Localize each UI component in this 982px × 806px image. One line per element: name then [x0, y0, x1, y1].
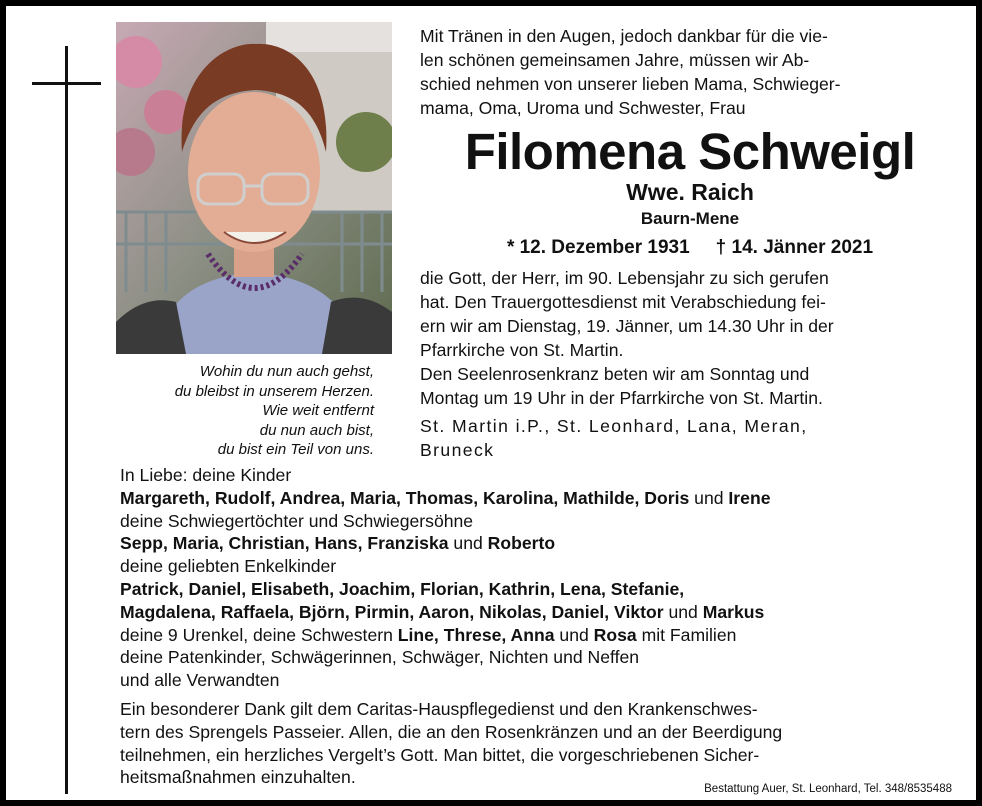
deceased-name: Filomena Schweigl — [464, 123, 916, 180]
intro-line: Mit Tränen in den Augen, jedoch dankbar für die vie- — [420, 26, 828, 46]
thanks-line: heitsmaßnahmen einzuhalten. — [120, 767, 356, 788]
inlaws-intro: deine Schwiegertöchter und Schwiegersöhne — [120, 510, 474, 531]
grandchildren-line — [120, 578, 970, 601]
grandchildren-intro: deine geliebten Enkelkinder — [120, 556, 337, 577]
children-intro: In Liebe: deine Kinder — [120, 465, 292, 485]
thanks-line: tern des Sprengels Passeier. Allen, die an den Rosenkränzen und an der Beerdigung — [120, 721, 783, 742]
verse-line: Wohin du nun auch gehst, — [199, 363, 374, 380]
cross-icon-bar — [32, 82, 101, 85]
places — [420, 414, 960, 462]
verse-line: Wie weit entfernt — [262, 402, 374, 419]
siblings-names-bold: Line, Threse, Anna — [397, 624, 555, 645]
siblings-line — [120, 624, 970, 647]
grandchildren-line — [120, 601, 970, 624]
cross-icon — [65, 46, 68, 794]
verse-line: du bist ein Teil von uns. — [217, 441, 374, 458]
body-line: die Gott, der Herr, im 90. Lebensjahr zu sich gerufen — [420, 268, 829, 288]
grandchildren-last: Markus — [702, 601, 765, 622]
body-line: Montag um 19 Uhr in der Pfarrkirche von St. Martin. — [420, 388, 823, 408]
children-names-bold: Margareth, Rudolf, Andrea, Maria, Thomas, Karolina, Mathilde, Doris — [120, 487, 690, 508]
siblings-intro: deine 9 Urenkel, deine Schwestern — [120, 624, 398, 645]
thanks-text — [120, 698, 970, 789]
thanks-line: teilnehmen, ein herzliches Vergelt’s Gott. Man bittet, die vorgeschriebenen Sicher- — [120, 744, 760, 765]
relatives-line: und alle Verwandten — [120, 670, 280, 691]
conjunction: und — [689, 487, 729, 508]
body-line: ern wir am Dienstag, 19. Jänner, um 14.30 Uhr in der — [420, 316, 834, 336]
intro-text — [420, 24, 960, 120]
memorial-verse — [116, 362, 374, 460]
body-line: hat. Den Trauergottesdienst mit Verabschiedung fei- — [420, 292, 826, 312]
service-details — [420, 266, 960, 410]
obituary-card — [6, 6, 976, 800]
children-last: Irene — [728, 487, 771, 508]
conjunction: und — [554, 624, 594, 645]
inlaws-names — [120, 532, 970, 555]
family-list — [120, 464, 970, 692]
conjunction: und — [663, 601, 703, 622]
places-line: St. Martin i.P., St. Leonhard, Lana, Meran, — [420, 416, 808, 436]
places-line: Bruneck — [420, 440, 495, 460]
siblings-outro: mit Familien — [636, 624, 737, 645]
intro-line: schied nehmen von unserer lieben Mama, Schwieger- — [420, 74, 841, 94]
life-dates — [416, 236, 964, 260]
grandchildren-names-bold: Patrick, Daniel, Elisabeth, Joachim, Florian, Kathrin, Lena, Stefanie, — [120, 578, 685, 599]
inlaws-last: Roberto — [487, 533, 556, 554]
birth-date: * 12. Dezember 1931 — [506, 237, 690, 258]
godchildren-line: deine Patenkinder, Schwägerinnen, Schwäger, Nichten und Neffen — [120, 647, 640, 668]
intro-line: mama, Oma, Uroma und Schwester, Frau — [420, 98, 746, 118]
children-names — [120, 487, 970, 510]
body-line: Pfarrkirche von St. Martin. — [420, 340, 624, 360]
intro-line: len schönen gemeinsamen Jahre, müssen wir Ab- — [420, 50, 810, 70]
inlaws-names-bold: Sepp, Maria, Christian, Hans, Franziska — [120, 533, 449, 554]
grandchildren-names-bold: Magdalena, Raffaela, Björn, Pirmin, Aaron, Nikolas, Daniel, Viktor — [120, 601, 664, 622]
thanks-line: Ein besonderer Dank gilt dem Caritas-Hauspflegedienst und den Krankenschwes- — [120, 699, 758, 719]
nickname: Baurn-Mene — [640, 209, 740, 228]
conjunction: und — [448, 533, 488, 554]
funeral-home-credit: Bestattung Auer, St. Leonhard, Tel. 348/8535488 — [704, 783, 952, 795]
verse-line: du nun auch bist, — [259, 421, 374, 439]
verse-line: du bleibst in unserem Herzen. — [174, 382, 374, 400]
widow-of: Wwe. Raich — [626, 179, 754, 205]
siblings-last: Rosa — [593, 624, 637, 645]
portrait-photo — [116, 22, 392, 354]
death-date: † 14. Jänner 2021 — [715, 237, 874, 258]
body-line: Den Seelenrosenkranz beten wir am Sonntag und — [420, 364, 810, 384]
